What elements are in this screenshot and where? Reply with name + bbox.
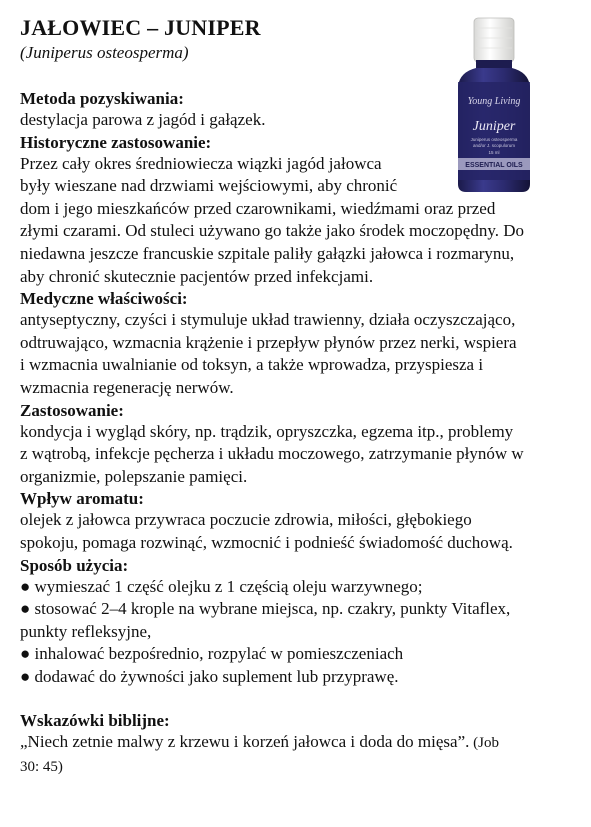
latin-name: (Juniperus osteosperma) — [20, 43, 189, 62]
method-text: destylacja parowa z jagód i gałązek. — [20, 110, 266, 129]
history-line: niedawna jeszcze francuskie szpitale paliły gałązki jałowca i rozmarynu, — [20, 243, 515, 263]
how-to-use-item: ● dodawać do żywności jako suplement lub przyprawę. — [20, 666, 399, 686]
bottle-small-text-1: Juniperus osteosperma — [470, 137, 518, 142]
bible-quote-line-2 — [20, 755, 576, 779]
medical-line: wzmacnia regenerację nerwów. — [20, 377, 234, 397]
aroma-line: olejek z jałowca przywraca poczucie zdrowia, miłości, głębokiego — [20, 510, 472, 530]
how-to-use-item: ● inhalować bezpośrednio, rozpylać w pomieszczeniach — [20, 644, 404, 664]
bible-reference: (Job — [469, 735, 499, 752]
medical-line: odtruwająco, wzmacnia krążenie i przepływ płynów przez nerki, wspiera — [20, 332, 517, 352]
method-heading: Metoda pozyskiwania: — [20, 89, 184, 108]
medical-heading: Medyczne właściwości: — [20, 289, 188, 309]
bible-heading: Wskazówki biblijne: — [20, 711, 170, 731]
bottle-label: Juniper — [472, 119, 516, 134]
history-line: dom i jego mieszkańców przed czarownikami, wiedźmami oraz przed — [20, 198, 496, 218]
history-line: były wieszane nad drzwiami wejściowymi, aby chronić — [20, 176, 398, 196]
history-line: Przez cały okres średniowiecza wiązki jagód jałowca — [20, 153, 382, 173]
page-title: JAŁOWIEC – JUNIPER — [20, 15, 261, 40]
bible-quote — [20, 731, 576, 755]
history-heading: Historyczne zastosowanie: — [20, 132, 212, 152]
usage-line: organizmie, polepszanie pamięci. — [20, 466, 248, 486]
bottle-small-text-2: and/or J. scopulorum — [472, 143, 516, 148]
aroma-line: spokoju, pomaga rozwinąć, wzmocnić i podnieść świadomość duchową. — [20, 532, 513, 552]
history-line: złymi czarami. Od stuleci używano go także jako środek moczopędny. Do — [20, 221, 525, 241]
usage-line: kondycja i wygląd skóry, np. trądzik, opryszczka, egzema itp., problemy — [20, 421, 514, 441]
history-line: aby chronić skutecznie pacjentów przed infekcjami. — [20, 266, 374, 286]
how-to-use-item: punkty refleksyjne, — [20, 621, 152, 641]
usage-heading: Zastosowanie: — [20, 400, 124, 420]
bottle-brand: Young Living — [467, 96, 521, 107]
bottle-volume: 15 ml — [488, 150, 500, 155]
medical-line: i wzmacnia uwalnianie od toksyn, a także wprowadza, przyspiesza i — [20, 355, 484, 375]
juniper-info-sheet — [20, 14, 576, 779]
usage-line: z wątrobą, infekcje pęcherza i układu moczowego, zatrzymanie płynów w — [20, 444, 524, 464]
bible-quote-text: „Niech zetnie malwy z krzewu i korzeń jałowca i doda do mięsa”. — [20, 732, 470, 752]
bottle-band: ESSENTIAL OILS — [465, 162, 523, 169]
aroma-heading: Wpływ aromatu: — [20, 489, 144, 509]
how-to-use-heading: Sposób użycia: — [20, 555, 129, 575]
how-to-use-item: ● wymieszać 1 część olejku z 1 częścią oleju warzywnego; — [20, 576, 423, 596]
bible-reference-cont: 30: 45) — [20, 759, 63, 776]
medical-line: antyseptyczny, czyści i stymuluje układ trawienny, działa oczyszczająco, — [20, 310, 516, 330]
how-to-use-item: ● stosować 2–4 krople na wybrane miejsca, np. czakry, punkty Vitaflex, — [20, 599, 511, 619]
